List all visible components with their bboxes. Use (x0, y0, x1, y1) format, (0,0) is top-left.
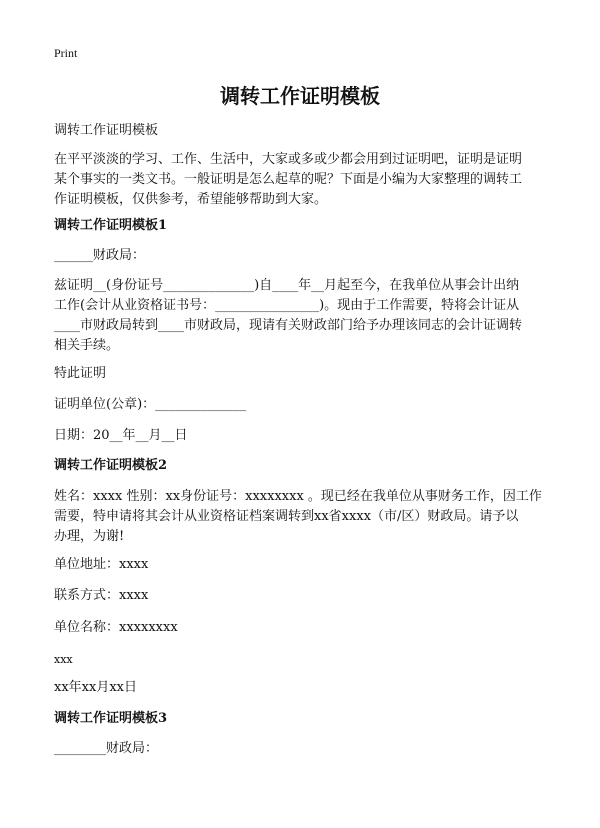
template2-address: 单位地址：xxxx (54, 557, 149, 572)
intro-line: 在平平淡淡的学习、工作、生活中，大家或多或少都会用到过证明吧，证明是证明 (54, 152, 523, 167)
template1-unit: 证明单位(公章)：______________ (54, 397, 247, 412)
template1-body-line: ____市财政局转到____市财政局，现请有关财政部门给予办理该同志的会计证调转 (54, 318, 523, 333)
template2-heading: 调转工作证明模板2 (54, 458, 168, 473)
subtitle: 调转工作证明模板 (54, 123, 159, 138)
template1-heading: 调转工作证明模板1 (54, 218, 168, 233)
template2-body-line: 办理，为谢! (54, 529, 125, 544)
template2-body-line: 需要，特申请将其会计从业资格证档案调转到xx省xxxx（市/区）财政局。请予以 (54, 509, 519, 524)
template1-date: 日期：20__年__月__日 (54, 428, 188, 443)
template2-body-line: 姓名：xxxx 性别：xx身份证号：xxxxxxxx 。现已经在我单位从事财务工作，因工作 (54, 489, 542, 504)
template2-unit-name: 单位名称：xxxxxxxx (54, 620, 178, 635)
template1-addressee: ______财政局： (54, 248, 146, 263)
document-title: 调转工作证明模板 (220, 84, 380, 108)
intro-line: 作证明模板，仅供参考，希望能够帮助到大家。 (54, 192, 328, 207)
template2-date: xx年xx月xx日 (54, 680, 137, 695)
template1-special-note: 特此证明 (54, 366, 107, 381)
template2-contact: 联系方式：xxxx (54, 588, 149, 603)
template1-body-line: 工作(会计从业资格证书号：________________)。现由于工作需要，特将会计证从 (54, 298, 520, 313)
intro-line: 某个事实的一类文书。一般证明是怎么起草的呢？下面是小编为大家整理的调转工 (54, 172, 523, 187)
intro-paragraph (54, 150, 554, 210)
template3-heading: 调转工作证明模板3 (54, 711, 168, 726)
template1-body-line: 相关手续。 (54, 338, 120, 353)
template1-body (54, 276, 554, 356)
print-label[interactable]: Print (54, 46, 78, 60)
template2-body (54, 487, 554, 547)
template3-addressee: ________财政局： (54, 741, 159, 756)
template2-signer: xxx (54, 653, 73, 666)
template1-body-line: 兹证明__(身份证号______________)自____年__月起至今，在我单位从事会计出纳 (54, 278, 520, 293)
